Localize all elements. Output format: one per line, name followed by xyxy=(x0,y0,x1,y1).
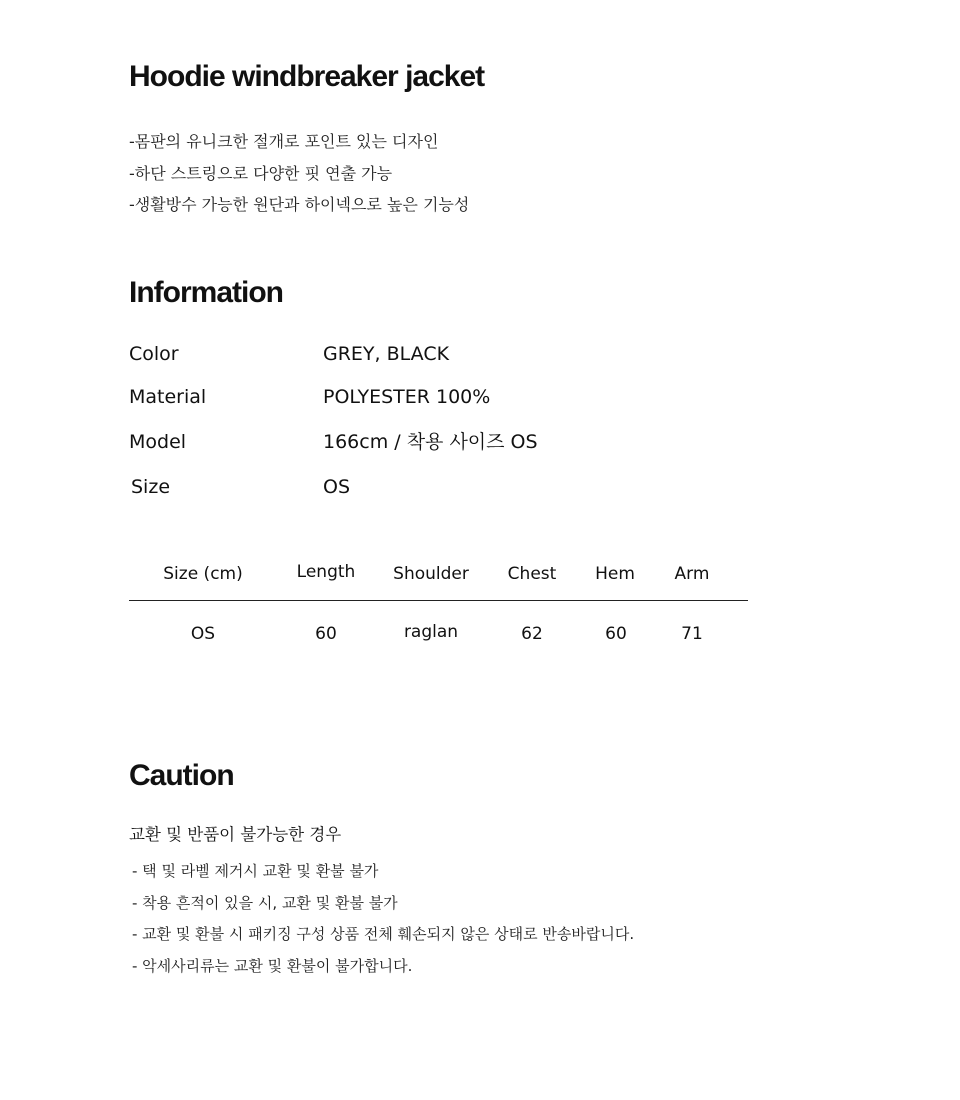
size-table-cell: 71 xyxy=(681,624,703,644)
info-label: Color xyxy=(129,343,179,365)
info-value: GREY, BLACK xyxy=(323,343,450,365)
caution-title: Caution xyxy=(129,759,234,792)
info-label: Size xyxy=(131,476,171,498)
info-value: OS xyxy=(323,476,351,498)
size-table-header: Hem xyxy=(595,564,635,584)
caution-item: - 택 및 라벨 제거시 교환 및 환불 불가 xyxy=(132,862,379,880)
caution-list xyxy=(132,856,634,983)
size-table-cell: raglan xyxy=(403,622,459,642)
size-table-header: Length xyxy=(296,562,356,582)
info-value: POLYESTER 100% xyxy=(323,386,491,408)
feature-item: -몸판의 유니크한 절개로 포인트 있는 디자인 xyxy=(129,132,439,151)
size-table-header: Chest xyxy=(507,564,557,584)
size-table-divider xyxy=(129,600,748,601)
size-table-cell: OS xyxy=(190,624,216,644)
info-value: 166cm / 착용 사이즈 OS xyxy=(323,431,538,453)
feature-list xyxy=(129,126,469,221)
caution-item: - 교환 및 환불 시 패키징 구성 상품 전체 훼손되지 않은 상태로 반송바랍니다. xyxy=(132,925,635,944)
size-table-header: Size (cm) xyxy=(163,564,243,584)
size-table xyxy=(129,560,748,660)
caution-item: - 착용 흔적이 있을 시, 교환 및 환불 불가 xyxy=(132,893,398,912)
size-table-cell: 60 xyxy=(315,624,337,644)
caution-item: - 악세사리류는 교환 및 환불이 불가합니다. xyxy=(132,957,413,976)
size-table-header: Arm xyxy=(674,564,710,584)
size-table-header: Shoulder xyxy=(393,564,469,584)
size-table-cell: 60 xyxy=(605,624,627,644)
size-table-cell: 62 xyxy=(521,624,543,644)
caution-subtitle: 교환 및 반품이 불가능한 경우 xyxy=(129,825,342,844)
feature-item: -하단 스트링으로 다양한 핏 연출 가능 xyxy=(129,163,393,183)
product-title: Hoodie windbreaker jacket xyxy=(129,60,485,93)
information-title: Information xyxy=(129,276,283,309)
info-label: Material xyxy=(129,386,207,408)
info-label: Model xyxy=(129,431,187,453)
feature-item: -생활방수 가능한 원단과 하이넥으로 높은 기능성 xyxy=(129,195,470,214)
